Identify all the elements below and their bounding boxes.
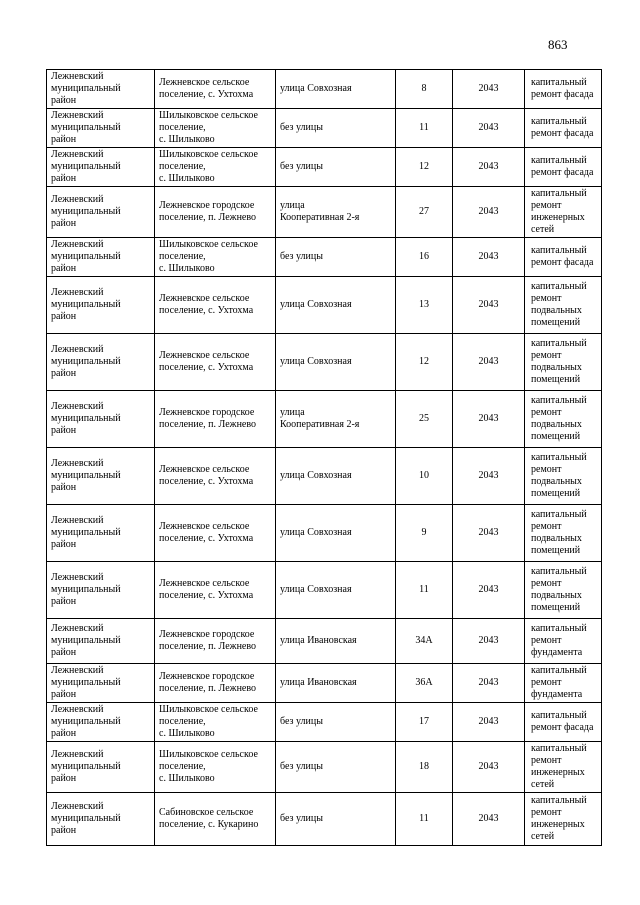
house-number-cell: 11 bbox=[396, 793, 453, 846]
settlement-cell-line: Сабиновское сельское bbox=[159, 807, 254, 818]
work-type-cell-line: капитальный bbox=[531, 509, 587, 520]
work-type-cell-line: помещений bbox=[531, 602, 581, 613]
settlement-cell-line: Лежневское городское bbox=[159, 407, 255, 418]
work-type-cell-line: сетей bbox=[531, 779, 555, 790]
work-type-cell-line: сетей bbox=[531, 224, 555, 235]
settlement-cell-line: поселение, bbox=[159, 122, 206, 133]
district-cell bbox=[47, 448, 155, 505]
work-type-cell-line: ремонт bbox=[531, 521, 562, 532]
district-cell-line: район bbox=[51, 218, 77, 229]
district-cell-line: муниципальный bbox=[51, 251, 121, 262]
settlement-cell bbox=[155, 742, 276, 793]
street-cell-line: Кооперативная 2-я bbox=[280, 212, 360, 223]
work-type-cell-line: помещений bbox=[531, 488, 581, 499]
work-type-cell bbox=[525, 562, 602, 619]
district-cell-line: район bbox=[51, 263, 77, 274]
settlement-cell-line: Лежневское сельское bbox=[159, 464, 250, 475]
work-type-cell bbox=[525, 109, 602, 148]
district-cell-line: Лежневский bbox=[51, 704, 104, 715]
year-cell: 2043 bbox=[453, 109, 525, 148]
house-number-cell: 36А bbox=[396, 664, 453, 703]
district-cell-line: муниципальный bbox=[51, 761, 121, 772]
work-type-cell-line: инженерных bbox=[531, 819, 585, 830]
district-cell-line: Лежневский bbox=[51, 458, 104, 469]
work-type-cell-line: капитальный bbox=[531, 566, 587, 577]
district-cell-line: район bbox=[51, 368, 77, 379]
district-cell-line: район bbox=[51, 425, 77, 436]
settlement-cell-line: Шилыковское сельское bbox=[159, 239, 258, 250]
settlement-cell-line: поселение, п. Лежнево bbox=[159, 683, 257, 694]
settlement-cell-line: поселение, bbox=[159, 161, 206, 172]
settlement-cell-line: Шилыковское сельское bbox=[159, 704, 258, 715]
district-cell-line: муниципальный bbox=[51, 813, 121, 824]
year-cell: 2043 bbox=[453, 334, 525, 391]
table-row bbox=[47, 187, 602, 238]
district-cell-line: Лежневский bbox=[51, 665, 104, 676]
district-cell-line: Лежневский bbox=[51, 801, 104, 812]
settlement-cell-line: с. Шилыково bbox=[159, 173, 215, 184]
house-number-cell: 25 bbox=[396, 391, 453, 448]
work-type-cell-line: подвальных bbox=[531, 476, 582, 487]
settlement-cell bbox=[155, 619, 276, 664]
work-type-cell-line: ремонт bbox=[531, 755, 562, 766]
district-cell-line: Лежневский bbox=[51, 287, 104, 298]
district-cell-line: район bbox=[51, 482, 77, 493]
street-cell-line: улица Совхозная bbox=[280, 356, 352, 367]
district-cell-line: муниципальный bbox=[51, 161, 121, 172]
street-cell-line: без улицы bbox=[280, 716, 323, 727]
district-cell-line: район bbox=[51, 539, 77, 550]
district-cell-line: район bbox=[51, 596, 77, 607]
district-cell-line: муниципальный bbox=[51, 635, 121, 646]
table-body bbox=[47, 70, 602, 846]
settlement-cell-line: Лежневское городское bbox=[159, 200, 255, 211]
work-type-cell-line: капитальный bbox=[531, 743, 587, 754]
work-type-cell bbox=[525, 148, 602, 187]
page-number: 863 bbox=[548, 37, 568, 52]
street-cell-line: улица Ивановская bbox=[280, 677, 357, 688]
district-cell-line: район bbox=[51, 825, 77, 836]
year-cell: 2043 bbox=[453, 277, 525, 334]
street-cell-line: улица bbox=[280, 407, 305, 418]
street-cell bbox=[276, 109, 396, 148]
district-cell bbox=[47, 505, 155, 562]
table-row bbox=[47, 664, 602, 703]
settlement-cell-line: поселение, п. Лежнево bbox=[159, 641, 257, 652]
table-row bbox=[47, 619, 602, 664]
settlement-cell bbox=[155, 562, 276, 619]
settlement-cell-line: поселение, bbox=[159, 251, 206, 262]
district-cell-line: Лежневский bbox=[51, 749, 104, 760]
district-cell-line: муниципальный bbox=[51, 299, 121, 310]
house-number-cell: 10 bbox=[396, 448, 453, 505]
house-number-cell: 34А bbox=[396, 619, 453, 664]
settlement-cell bbox=[155, 187, 276, 238]
table-row bbox=[47, 277, 602, 334]
settlement-cell bbox=[155, 334, 276, 391]
year-cell: 2043 bbox=[453, 505, 525, 562]
work-type-cell-line: капитальный bbox=[531, 281, 587, 292]
district-cell-line: муниципальный bbox=[51, 206, 121, 217]
street-cell bbox=[276, 742, 396, 793]
district-cell bbox=[47, 664, 155, 703]
settlement-cell-line: Лежневское сельское bbox=[159, 521, 250, 532]
district-cell-line: муниципальный bbox=[51, 83, 121, 94]
work-type-cell bbox=[525, 793, 602, 846]
district-cell bbox=[47, 148, 155, 187]
year-cell: 2043 bbox=[453, 391, 525, 448]
settlement-cell-line: Шилыковское сельское bbox=[159, 149, 258, 160]
district-cell bbox=[47, 742, 155, 793]
street-cell-line: без улицы bbox=[280, 122, 323, 133]
district-cell bbox=[47, 334, 155, 391]
settlement-cell bbox=[155, 70, 276, 109]
year-cell: 2043 bbox=[453, 703, 525, 742]
settlement-cell-line: с. Шилыково bbox=[159, 773, 215, 784]
district-cell-line: Лежневский bbox=[51, 344, 104, 355]
district-cell bbox=[47, 793, 155, 846]
settlement-cell-line: поселение, с. Ухтохма bbox=[159, 305, 254, 316]
district-cell-line: район bbox=[51, 134, 77, 145]
work-type-cell bbox=[525, 742, 602, 793]
street-cell-line: без улицы bbox=[280, 251, 323, 262]
street-cell bbox=[276, 238, 396, 277]
district-cell-line: Лежневский bbox=[51, 110, 104, 121]
district-cell-line: Лежневский bbox=[51, 71, 104, 82]
work-type-cell-line: ремонт bbox=[531, 677, 562, 688]
street-cell-line: улица Совхозная bbox=[280, 584, 352, 595]
house-number-cell: 12 bbox=[396, 334, 453, 391]
work-type-cell-line: капитальный bbox=[531, 795, 587, 806]
table-row bbox=[47, 562, 602, 619]
work-type-cell bbox=[525, 391, 602, 448]
year-cell: 2043 bbox=[453, 664, 525, 703]
settlement-cell-line: поселение, п. Лежнево bbox=[159, 419, 257, 430]
settlement-cell-line: поселение, с. Ухтохма bbox=[159, 362, 254, 373]
settlement-cell bbox=[155, 391, 276, 448]
settlement-cell bbox=[155, 793, 276, 846]
street-cell-line: без улицы bbox=[280, 813, 323, 824]
work-type-cell-line: ремонт bbox=[531, 407, 562, 418]
table-row bbox=[47, 505, 602, 562]
district-cell-line: муниципальный bbox=[51, 677, 121, 688]
street-cell bbox=[276, 391, 396, 448]
district-cell-line: район bbox=[51, 647, 77, 658]
work-type-cell-line: ремонт фасада bbox=[531, 257, 594, 268]
district-cell bbox=[47, 619, 155, 664]
work-type-cell-line: капитальный bbox=[531, 452, 587, 463]
year-cell: 2043 bbox=[453, 187, 525, 238]
table-row bbox=[47, 448, 602, 505]
work-type-cell-line: капитальный bbox=[531, 623, 587, 634]
work-type-cell-line: капитальный bbox=[531, 188, 587, 199]
settlement-cell bbox=[155, 238, 276, 277]
street-cell-line: улица Совхозная bbox=[280, 527, 352, 538]
street-cell-line: улица Совхозная bbox=[280, 299, 352, 310]
settlement-cell-line: с. Шилыково bbox=[159, 263, 215, 274]
street-cell bbox=[276, 664, 396, 703]
district-cell-line: муниципальный bbox=[51, 122, 121, 133]
settlement-cell-line: поселение, п. Лежнево bbox=[159, 212, 257, 223]
street-cell bbox=[276, 505, 396, 562]
work-type-cell bbox=[525, 448, 602, 505]
table-row bbox=[47, 742, 602, 793]
settlement-cell bbox=[155, 703, 276, 742]
work-type-cell-line: подвальных bbox=[531, 590, 582, 601]
work-type-cell bbox=[525, 187, 602, 238]
work-type-cell-line: ремонт bbox=[531, 807, 562, 818]
settlement-cell-line: поселение, с. Ухтохма bbox=[159, 590, 254, 601]
work-type-cell-line: фундамента bbox=[531, 647, 583, 658]
street-cell bbox=[276, 70, 396, 109]
district-cell bbox=[47, 109, 155, 148]
work-type-cell-line: ремонт bbox=[531, 578, 562, 589]
district-cell-line: район bbox=[51, 689, 77, 700]
street-cell bbox=[276, 277, 396, 334]
work-type-cell-line: ремонт bbox=[531, 464, 562, 475]
street-cell bbox=[276, 703, 396, 742]
table-row bbox=[47, 109, 602, 148]
housing-repair-table bbox=[46, 69, 602, 846]
district-cell-line: район bbox=[51, 95, 77, 106]
settlement-cell-line: поселение, bbox=[159, 761, 206, 772]
street-cell-line: улица bbox=[280, 200, 305, 211]
work-type-cell-line: подвальных bbox=[531, 362, 582, 373]
work-type-cell-line: ремонт фасада bbox=[531, 167, 594, 178]
street-cell bbox=[276, 334, 396, 391]
work-type-cell bbox=[525, 238, 602, 277]
house-number-cell: 17 bbox=[396, 703, 453, 742]
work-type-cell bbox=[525, 664, 602, 703]
work-type-cell-line: ремонт bbox=[531, 635, 562, 646]
district-cell bbox=[47, 391, 155, 448]
work-type-cell bbox=[525, 619, 602, 664]
district-cell-line: Лежневский bbox=[51, 401, 104, 412]
work-type-cell-line: подвальных bbox=[531, 419, 582, 430]
work-type-cell bbox=[525, 703, 602, 742]
district-cell-line: Лежневский bbox=[51, 239, 104, 250]
table-row bbox=[47, 70, 602, 109]
settlement-cell-line: с. Шилыково bbox=[159, 134, 215, 145]
district-cell-line: муниципальный bbox=[51, 413, 121, 424]
settlement-cell-line: Лежневское городское bbox=[159, 671, 255, 682]
work-type-cell-line: ремонт фасада bbox=[531, 722, 594, 733]
year-cell: 2043 bbox=[453, 238, 525, 277]
street-cell bbox=[276, 187, 396, 238]
district-cell bbox=[47, 70, 155, 109]
work-type-cell-line: капитальный bbox=[531, 338, 587, 349]
district-cell bbox=[47, 562, 155, 619]
street-cell bbox=[276, 793, 396, 846]
table-row bbox=[47, 148, 602, 187]
street-cell-line: улица Совхозная bbox=[280, 470, 352, 481]
street-cell bbox=[276, 619, 396, 664]
year-cell: 2043 bbox=[453, 742, 525, 793]
work-type-cell-line: помещений bbox=[531, 374, 581, 385]
year-cell: 2043 bbox=[453, 619, 525, 664]
house-number-cell: 18 bbox=[396, 742, 453, 793]
table-row bbox=[47, 238, 602, 277]
house-number-cell: 13 bbox=[396, 277, 453, 334]
settlement-cell-line: Шилыковское сельское bbox=[159, 110, 258, 121]
settlement-cell-line: поселение, с. Ухтохма bbox=[159, 533, 254, 544]
district-cell-line: муниципальный bbox=[51, 584, 121, 595]
settlement-cell bbox=[155, 109, 276, 148]
year-cell: 2043 bbox=[453, 562, 525, 619]
settlement-cell-line: поселение, с. Ухтохма bbox=[159, 89, 254, 100]
street-cell bbox=[276, 148, 396, 187]
street-cell-line: без улицы bbox=[280, 161, 323, 172]
district-cell-line: Лежневский bbox=[51, 572, 104, 583]
year-cell: 2043 bbox=[453, 70, 525, 109]
work-type-cell-line: фундамента bbox=[531, 689, 583, 700]
work-type-cell-line: ремонт фасада bbox=[531, 128, 594, 139]
street-cell bbox=[276, 448, 396, 505]
district-cell-line: район bbox=[51, 773, 77, 784]
settlement-cell-line: Лежневское сельское bbox=[159, 578, 250, 589]
house-number-cell: 11 bbox=[396, 562, 453, 619]
table-row bbox=[47, 334, 602, 391]
work-type-cell-line: капитальный bbox=[531, 395, 587, 406]
district-cell-line: район bbox=[51, 728, 77, 739]
settlement-cell-line: Лежневское сельское bbox=[159, 293, 250, 304]
work-type-cell-line: капитальный bbox=[531, 710, 587, 721]
work-type-cell bbox=[525, 277, 602, 334]
district-cell-line: Лежневский bbox=[51, 515, 104, 526]
work-type-cell-line: помещений bbox=[531, 317, 581, 328]
settlement-cell-line: поселение, с. Ухтохма bbox=[159, 476, 254, 487]
district-cell-line: район bbox=[51, 173, 77, 184]
work-type-cell-line: капитальный bbox=[531, 116, 587, 127]
work-type-cell-line: капитальный bbox=[531, 77, 587, 88]
table-row bbox=[47, 703, 602, 742]
house-number-cell: 9 bbox=[396, 505, 453, 562]
work-type-cell-line: ремонт bbox=[531, 293, 562, 304]
street-cell bbox=[276, 562, 396, 619]
work-type-cell-line: подвальных bbox=[531, 533, 582, 544]
settlement-cell-line: Лежневское сельское bbox=[159, 77, 250, 88]
street-cell-line: Кооперативная 2-я bbox=[280, 419, 360, 430]
street-cell-line: улица Совхозная bbox=[280, 83, 352, 94]
settlement-cell bbox=[155, 664, 276, 703]
work-type-cell-line: капитальный bbox=[531, 245, 587, 256]
settlement-cell bbox=[155, 148, 276, 187]
year-cell: 2043 bbox=[453, 448, 525, 505]
work-type-cell bbox=[525, 70, 602, 109]
district-cell-line: муниципальный bbox=[51, 527, 121, 538]
table-row bbox=[47, 391, 602, 448]
district-cell bbox=[47, 238, 155, 277]
district-cell bbox=[47, 703, 155, 742]
work-type-cell-line: подвальных bbox=[531, 305, 582, 316]
settlement-cell bbox=[155, 277, 276, 334]
settlement-cell-line: Лежневское сельское bbox=[159, 350, 250, 361]
settlement-cell-line: с. Шилыково bbox=[159, 728, 215, 739]
work-type-cell-line: инженерных bbox=[531, 212, 585, 223]
work-type-cell-line: ремонт bbox=[531, 200, 562, 211]
settlement-cell bbox=[155, 505, 276, 562]
work-type-cell-line: инженерных bbox=[531, 767, 585, 778]
district-cell-line: Лежневский bbox=[51, 623, 104, 634]
settlement-cell-line: поселение, с. Кукарино bbox=[159, 819, 259, 830]
district-cell-line: Лежневский bbox=[51, 149, 104, 160]
district-cell bbox=[47, 277, 155, 334]
work-type-cell bbox=[525, 505, 602, 562]
district-cell-line: район bbox=[51, 311, 77, 322]
table-row bbox=[47, 793, 602, 846]
work-type-cell-line: ремонт bbox=[531, 350, 562, 361]
work-type-cell-line: помещений bbox=[531, 545, 581, 556]
work-type-cell-line: капитальный bbox=[531, 665, 587, 676]
work-type-cell-line: капитальный bbox=[531, 155, 587, 166]
district-cell bbox=[47, 187, 155, 238]
work-type-cell-line: помещений bbox=[531, 431, 581, 442]
house-number-cell: 11 bbox=[396, 109, 453, 148]
year-cell: 2043 bbox=[453, 148, 525, 187]
district-cell-line: Лежневский bbox=[51, 194, 104, 205]
settlement-cell-line: поселение, bbox=[159, 716, 206, 727]
house-number-cell: 8 bbox=[396, 70, 453, 109]
street-cell-line: без улицы bbox=[280, 761, 323, 772]
settlement-cell bbox=[155, 448, 276, 505]
work-type-cell-line: сетей bbox=[531, 831, 555, 842]
work-type-cell-line: ремонт фасада bbox=[531, 89, 594, 100]
district-cell-line: муниципальный bbox=[51, 470, 121, 481]
district-cell-line: муниципальный bbox=[51, 716, 121, 727]
house-number-cell: 27 bbox=[396, 187, 453, 238]
district-cell-line: муниципальный bbox=[51, 356, 121, 367]
street-cell-line: улица Ивановская bbox=[280, 635, 357, 646]
year-cell: 2043 bbox=[453, 793, 525, 846]
house-number-cell: 16 bbox=[396, 238, 453, 277]
house-number-cell: 12 bbox=[396, 148, 453, 187]
settlement-cell-line: Шилыковское сельское bbox=[159, 749, 258, 760]
settlement-cell-line: Лежневское городское bbox=[159, 629, 255, 640]
work-type-cell bbox=[525, 334, 602, 391]
